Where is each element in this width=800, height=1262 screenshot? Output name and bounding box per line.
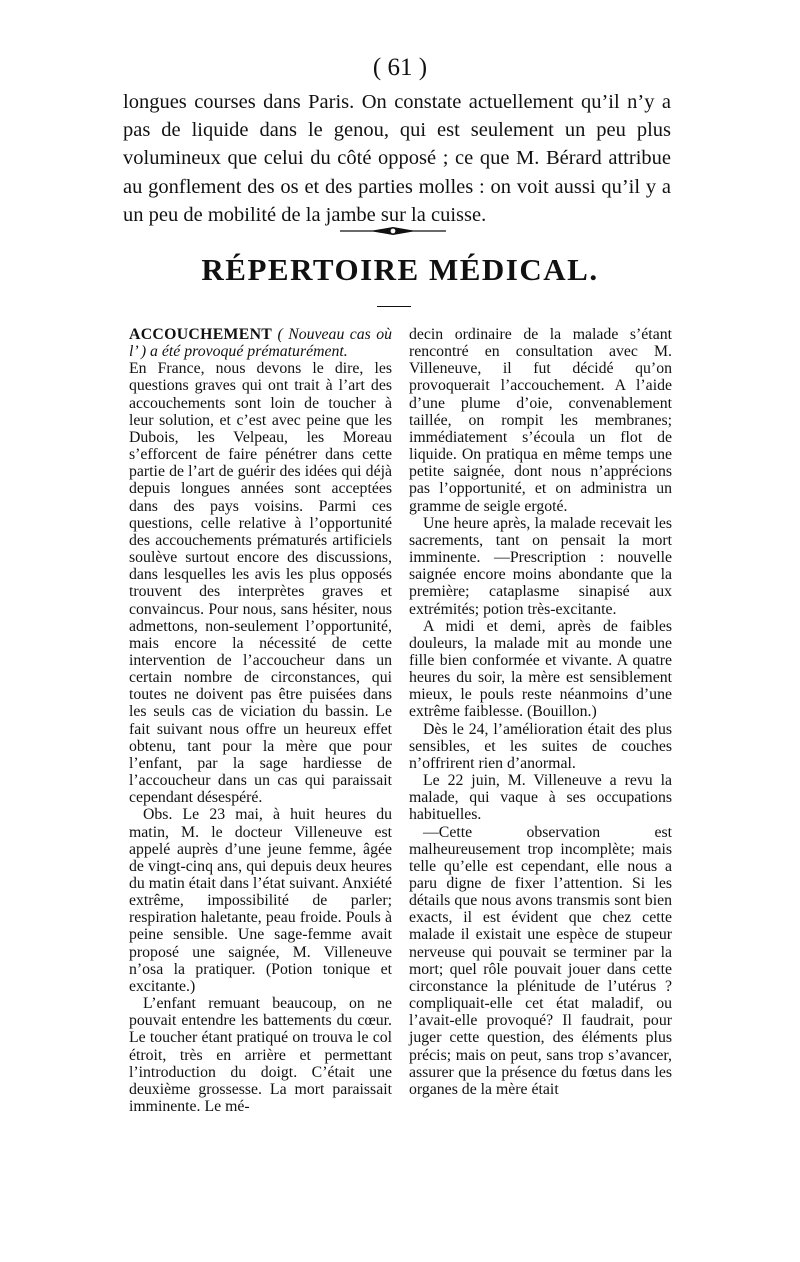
right-column [409,326,672,1098]
intro-paragraph: longues courses dans Paris. On constate actuellement qu’il n’y a pas de liquide dans le genou, qui est seulement un peu plus volumineux que celui du côté opposé ; ce que M. Bérard attribue au gonflement des os et des parties molles : on voit aussi qu’il y a un peu de mobilité de la jambe sur la cuisse. [123,91,671,226]
title-rule [377,306,411,307]
entry-heading: ACCOUCHEMENT [129,326,273,343]
right-paragraph-3: A midi et demi, après de faibles douleurs, la malade mit au monde une fille bien conformée et vivante. A quatre heures du soir, la mère est sensiblement mieux, le pouls reste néanmoins d’une extrême faiblesse. (Bouillon.) [409,617,672,721]
right-paragraph-5: Le 22 juin, M. Villeneuve a revu la malade, qui vaque à ses occupations habituelles. [409,772,672,824]
left-paragraph-3: L’enfant remuant beaucoup, on ne pouvait entendre les battements du cœur. Le toucher étant pratiqué on trouva le col étroit, très en arrière et permettant l’introduction du doigt. C’était une deuxième grossesse. La mort paraissait imminente. Le mé- [129,995,392,1116]
right-paragraph-6: —Cette observation est malheureusement trop incomplète; mais telle qu’elle est cependant, elle nous a paru digne de fixer l’attention. Si les détails que nous avons transmis sont bien exacts, il est évident que chez cette malade il existait une espèce de stupeur nerveuse qui pouvait se terminer par la mort; quel rôle pouvait jouer dans cette circonstance la plénitude de l’utérus ? compliquait-elle cet état maladif, ou l’avait-elle provoqué? Il faudrait, pour juger cette question, des éléments plus précis; mais on peut, sans trop s’avancer, assurer que la présence du fœtus dans les organes de la mère était [409,823,672,1098]
page-number: ( 61 ) [372,54,428,81]
left-paragraph-1: En France, nous devons le dire, les questions graves qui ont trait à l’art des accouchements sont loin de toucher à leur solution, et c’est avec peine que les Dubois, les Velpeau, les Moreau s’efforcent de faire pénétrer dans cette partie de l’art de guérir des idées qui déjà depuis longues années sont acceptées dans des pays voisins. Parmi ces questions, celle relative à l’opportunité des accouchements prématurés artificiels soulève surtout encore des discussions, dans lesquelles les avis les plus opposés trouvent des interprètes graves et convaincus. Pour nous, sans hésiter, nous admettons, non-seulement l’opportunité, mais encore la nécessité de cette intervention de l’accoucheur dans un certain nombre de circonstances, qui toutes ne doivent pas être puisées dans les seuls cas de viciation du bassin. Le fait suivant nous offre un heureux effet obtenu, tant pour la mère que pour l’enfant, par la sage hardiesse de l’accoucheur dans un cas qui paraissait cependant désespéré. [129,360,392,807]
intro-paragraph-block [123,88,671,229]
right-paragraph-4: Dès le 24, l’amélioration était des plus sensibles, et les suites de couches n’offrirent rien d’anormal. [409,720,672,772]
section-title: RÉPERTOIRE MÉDICAL. [201,252,599,287]
entry-heading-paragraph [129,326,392,360]
entry-subtitle: ( Nouveau cas où l’ ) a été provoqué prématurément. [129,326,392,361]
left-column [129,326,392,1115]
right-paragraph-2: Une heure après, la malade recevait les sacrements, tant on pensait la mort imminente. —Prescription : nouvelle saignée encore moins abondante que la première; cataplasme sinapisé aux extrémités; potion très-excitante. [409,514,672,618]
ornament-divider [340,226,446,236]
left-paragraph-2: Obs. Le 23 mai, à huit heures du matin, M. le docteur Villeneuve est appelé auprès d’une jeune femme, âgée de vingt-cinq ans, qui depuis deux heures du matin était dans l’état suivant. Anxiété extrême, impossibilité de parler; respiration haletante, peau froide. Pouls à peine sensible. Une sage-femme avait proposé une saignée, M. Villeneuve n’osa la pratiquer. (Potion tonique et excitante.) [129,806,392,995]
right-paragraph-1: decin ordinaire de la malade s’étant rencontré en consultation avec M. Villeneuve, il fut décidé qu’on provoquerait l’accouchement. A l’aide d’une plume d’oie, convenablement taillée, on rompit les membranes; immédiatement s’écoula un flot de liquide. On pratiqua en même temps une petite saignée, dont nous n’apprécions pas l’opportunité, et on administra un gramme de seigle ergoté. [409,326,672,515]
